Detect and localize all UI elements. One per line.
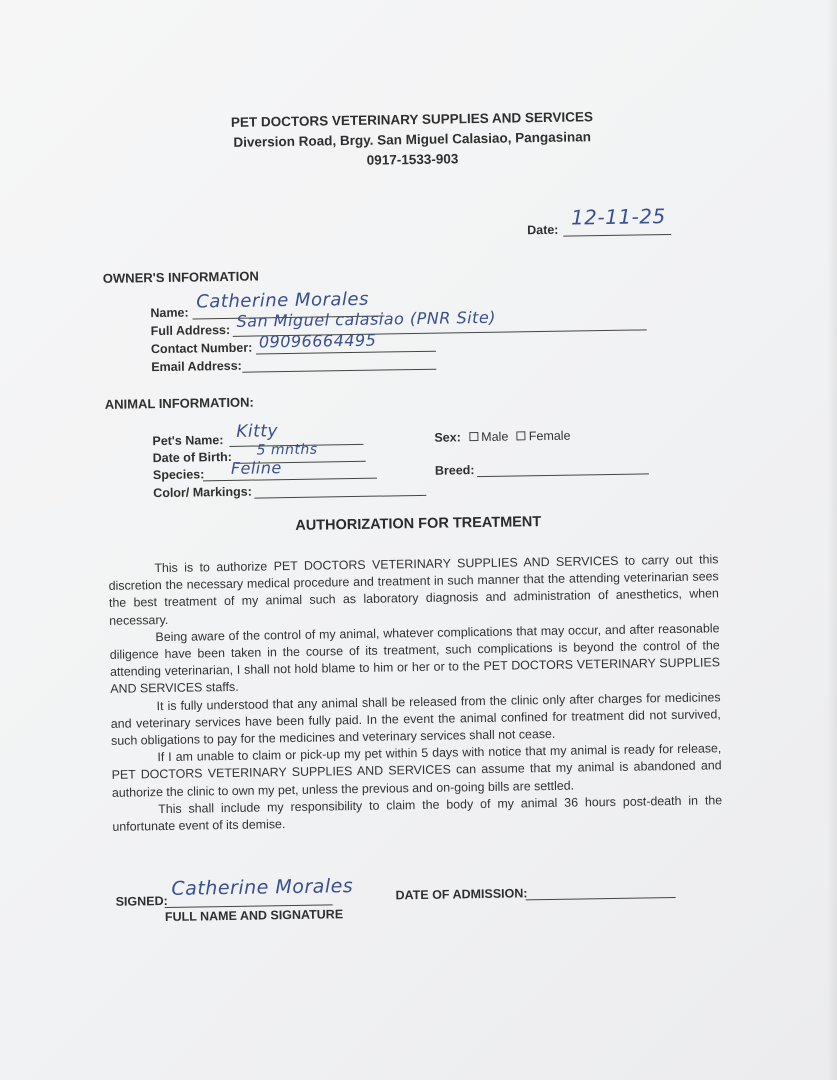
color-line[interactable] — [254, 495, 426, 499]
pet-name-value[interactable]: Kitty — [236, 421, 279, 442]
species-label: Species: — [152, 467, 205, 483]
owner-contact-line — [256, 351, 436, 355]
owner-email-line[interactable] — [242, 369, 436, 373]
dob-value[interactable]: 5 mnths — [256, 441, 318, 459]
owner-name-value[interactable]: Catherine Morales — [196, 288, 370, 313]
owner-address-value[interactable]: San Miguel calasiao (PNR Site) — [236, 307, 497, 331]
authorization-paragraph: It is fully understood that any animal shall be released from the clinic only after charges for medicines and veterinary services have been fully paid. In the event the animal confined for treatment did not survived, such obligations to pay for the medicines and veterinary services shall not cease. — [110, 689, 721, 748]
signature-value[interactable]: Catherine Morales — [171, 875, 354, 900]
authorization-paragraph: Being aware of the control of my animal, whatever complications that may occur, and after reasonable diligence have been taken in the course of its treatment, such complications is beyond the control of the attending veterinarian, I shall not hold blame to him or her or to the PET DOCTORS VETERINARY SUPPLIES AND SERVICES staffs. — [109, 621, 721, 697]
date-value[interactable]: 12-11-25 — [570, 204, 666, 230]
signature-caption: FULL NAME AND SIGNATURE — [164, 907, 344, 925]
color-label: Color/ Markings: — [153, 484, 252, 501]
date-line — [563, 234, 671, 237]
authorization-paragraph: This shall include my responsibility to claim the body of my animal 36 hours post-death in the unfortunate event of its demise. — [112, 793, 723, 834]
admission-date-line[interactable] — [526, 897, 676, 900]
breed-label: Breed: — [434, 463, 475, 478]
pet-name-label: Pet's Name: — [152, 433, 224, 449]
owner-address-label: Full Address: — [150, 322, 231, 339]
company-phone: 0917-1533-903 — [366, 151, 459, 168]
species-line — [203, 478, 377, 482]
date-label: Date: — [527, 222, 559, 238]
owner-name-label: Name: — [150, 305, 189, 321]
animal-section-title: ANIMAL INFORMATION: — [104, 394, 254, 412]
dob-label: Date of Birth: — [152, 449, 232, 466]
sex-field — [434, 427, 570, 447]
female-option-label: Female — [528, 428, 571, 444]
breed-line[interactable] — [477, 473, 649, 477]
signed-label: SIGNED: — [115, 893, 168, 909]
owner-section-title: OWNER'S INFORMATION — [102, 268, 259, 286]
species-value[interactable]: Feline — [230, 458, 282, 478]
authorization-paragraph: This is to authorize PET DOCTORS VETERINARY SUPPLIES AND SERVICES to carry out this discretion the necessary medical procedure and treatment in such manner that the attending veterinarian sees the best treatment of my animal such as laboratory diagnosis and administration of anesthetics, when necessary. — [108, 552, 719, 628]
authorization-body — [108, 551, 722, 836]
male-checkbox[interactable] — [469, 432, 478, 441]
company-address: Diversion Road, Brgy. San Miguel Calasiao, Pangasinan — [233, 129, 592, 150]
authorization-paragraph: If I am unable to claim or pick-up my pet within 5 days with notice that my animal is ready for release, PET DOCTORS VETERINARY SUPPLIES AND SERVICES can assume that my animal is abandoned and authorize the clinic to own my pet, unless the previous and on-going bills are settled. — [111, 741, 722, 800]
sex-label: Sex: — [434, 430, 461, 445]
owner-contact-label: Contact Number: — [150, 340, 253, 357]
female-checkbox[interactable] — [517, 431, 526, 440]
owner-email-label: Email Address: — [151, 358, 242, 375]
authorization-title: AUTHORIZATION FOR TREATMENT — [295, 514, 542, 534]
company-name: PET DOCTORS VETERINARY SUPPLIES AND SERVICES — [230, 109, 594, 130]
owner-contact-value[interactable]: 09096664495 — [258, 330, 377, 352]
admission-date-label: DATE OF ADMISSION: — [395, 886, 528, 903]
male-option-label: Male — [481, 429, 509, 444]
